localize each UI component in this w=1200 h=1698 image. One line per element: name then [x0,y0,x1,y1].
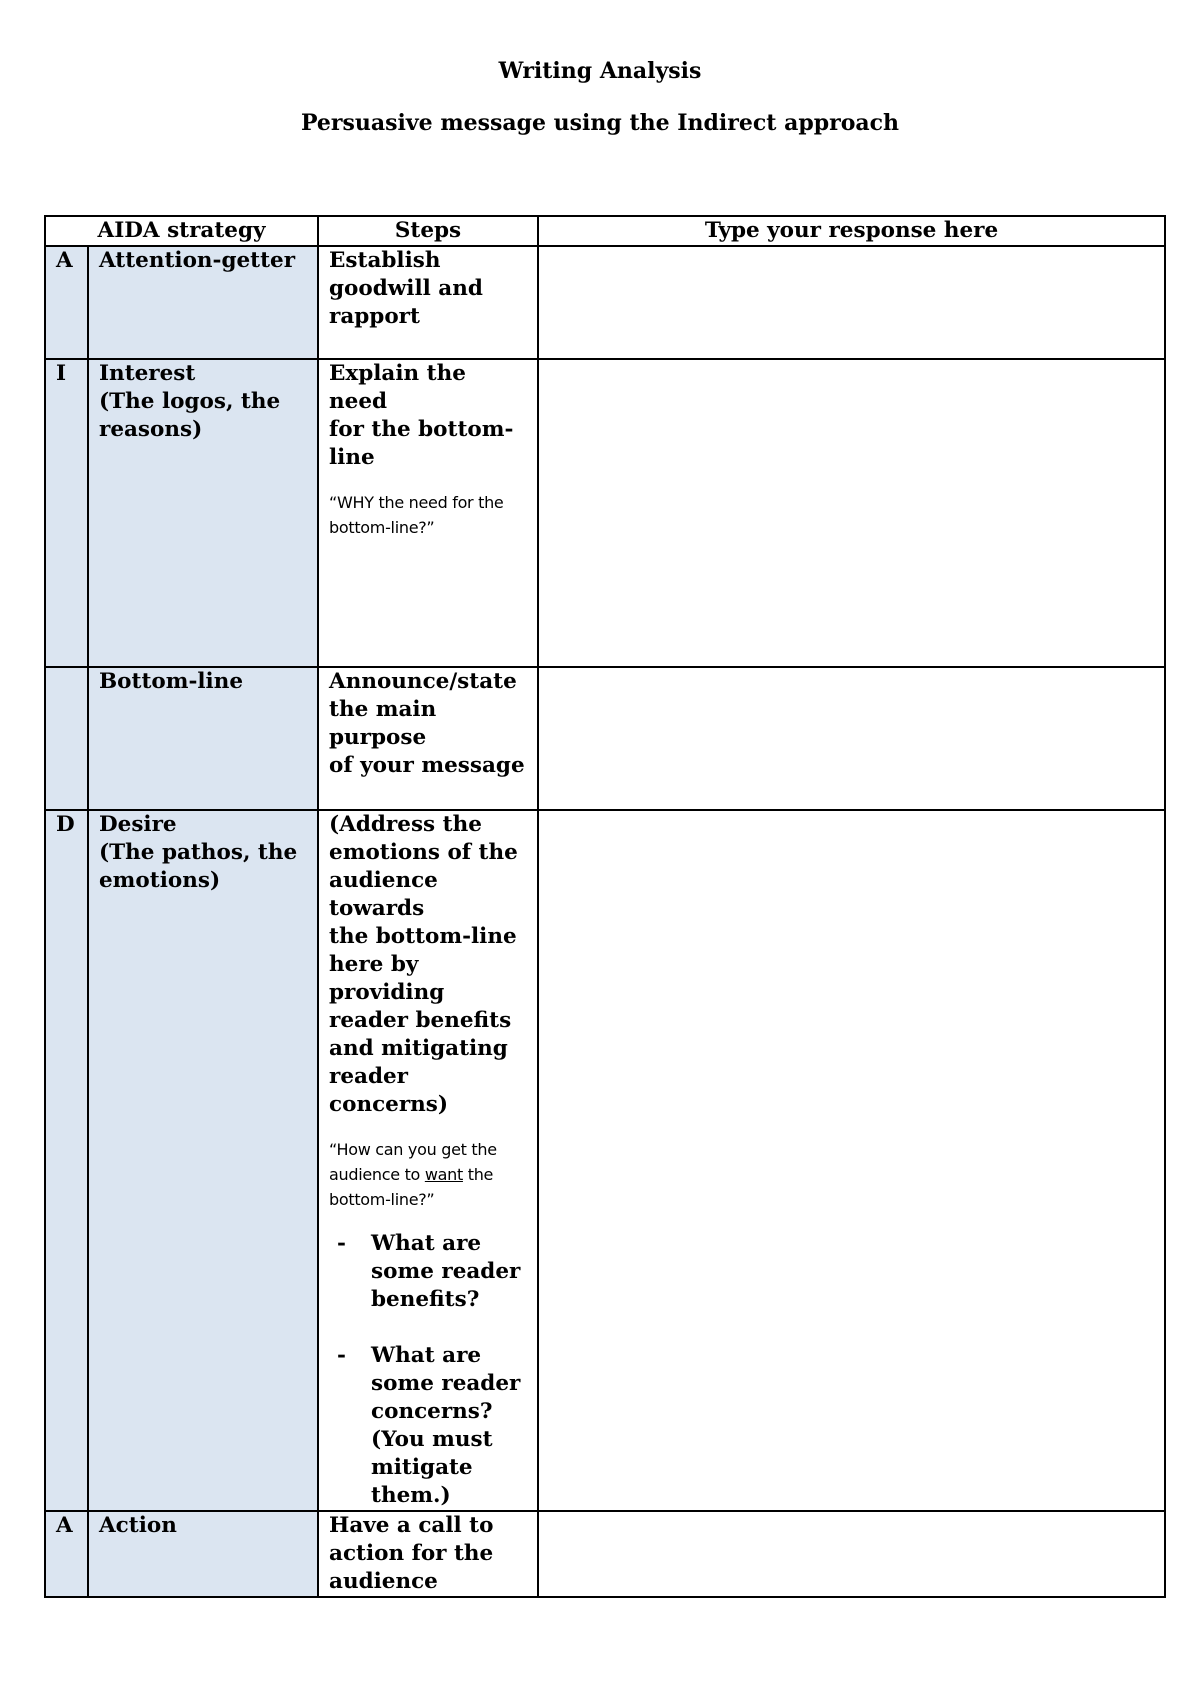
row-letter: I [45,359,88,667]
steps-cell [318,246,538,359]
guiding-question: “How can you get the [329,1140,497,1159]
steps-text: the bottom-line [329,924,517,949]
list-item-text: them.) [371,1483,451,1508]
steps-text: and mitigating [329,1036,508,1061]
header-response: Type your response here [538,216,1165,246]
strategy-cell [88,667,318,810]
response-cell-desire[interactable] [538,810,1165,1511]
guiding-question: bottom-line?” [329,1190,435,1209]
strategy-label: reasons) [99,417,203,442]
response-cell-action[interactable] [538,1511,1165,1597]
steps-text: reader concerns) [329,1064,449,1117]
steps-text: Explain the need [329,361,466,414]
reader-questions-list [329,1230,527,1510]
steps-text: emotions of the [329,840,518,865]
row-letter: A [45,1511,88,1597]
steps-text: line [329,445,375,470]
steps-text: of your message [329,753,525,778]
guiding-question: “WHY the need for the [329,493,504,512]
strategy-label: (The logos, the [99,389,281,414]
table-row-attention [45,246,1165,359]
guiding-question: bottom-line?” [329,518,435,537]
header-steps: Steps [318,216,538,246]
guiding-question-emphasis: want [424,1165,463,1184]
table-row-action [45,1511,1165,1597]
list-item [329,1230,527,1314]
strategy-label: Desire [99,812,177,837]
list-item-text: mitigate [371,1455,473,1480]
list-item-text: benefits? [371,1287,480,1312]
list-item-text: What are [371,1231,482,1256]
response-cell-bottom-line[interactable] [538,667,1165,810]
response-cell-interest[interactable] [538,359,1165,667]
steps-text: Establish [329,248,441,273]
document-title: Writing Analysis [498,58,702,84]
steps-cell [318,810,538,1511]
row-letter: A [45,246,88,359]
list-item-text: some reader [371,1259,521,1284]
strategy-label: Bottom-line [99,669,244,694]
guiding-question [329,1162,527,1187]
row-letter: D [45,810,88,1511]
bullet-dash: - [337,1231,346,1256]
table-row-desire [45,810,1165,1511]
strategy-cell [88,359,318,667]
strategy-cell [88,246,318,359]
steps-text: reader benefits [329,1008,512,1033]
steps-cell [318,1511,538,1597]
steps-text: for the bottom- [329,417,514,442]
steps-text: the main purpose [329,697,437,750]
list-spacer [329,1314,527,1342]
header-aida-strategy: AIDA strategy [45,216,318,246]
steps-cell [318,667,538,810]
list-item-text: What are [371,1343,482,1368]
strategy-cell [88,810,318,1511]
row-letter [45,667,88,810]
steps-text: (Address the [329,812,482,837]
strategy-label: (The pathos, the [99,840,298,865]
steps-text: audience [329,1569,438,1594]
steps-cell [318,359,538,667]
document-subtitle: Persuasive message using the Indirect approach [300,110,900,136]
table-header-row [45,216,1165,246]
list-item [329,1342,527,1510]
steps-text: action for the [329,1541,494,1566]
list-item-text: (You must [371,1427,493,1452]
strategy-cell [88,1511,318,1597]
bullet-dash: - [337,1343,346,1368]
steps-text: rapport [329,304,420,329]
guiding-question-part: the [462,1165,494,1184]
steps-text: Announce/state [329,669,517,694]
response-cell-attention[interactable] [538,246,1165,359]
steps-text: Have a call to [329,1513,494,1538]
steps-text: here by providing [329,952,445,1005]
strategy-label: Action [99,1513,177,1538]
aida-table [44,215,1166,1598]
strategy-label: emotions) [99,868,221,893]
steps-text: goodwill and [329,276,483,301]
list-item-text: some reader [371,1371,521,1396]
strategy-label: Attention-getter [99,248,296,273]
table-row-bottom-line [45,667,1165,810]
table-row-interest [45,359,1165,667]
list-item-text: concerns? [371,1399,493,1424]
steps-text: audience towards [329,868,438,921]
strategy-label: Interest [99,361,196,386]
guiding-question-part: audience to [329,1165,425,1184]
